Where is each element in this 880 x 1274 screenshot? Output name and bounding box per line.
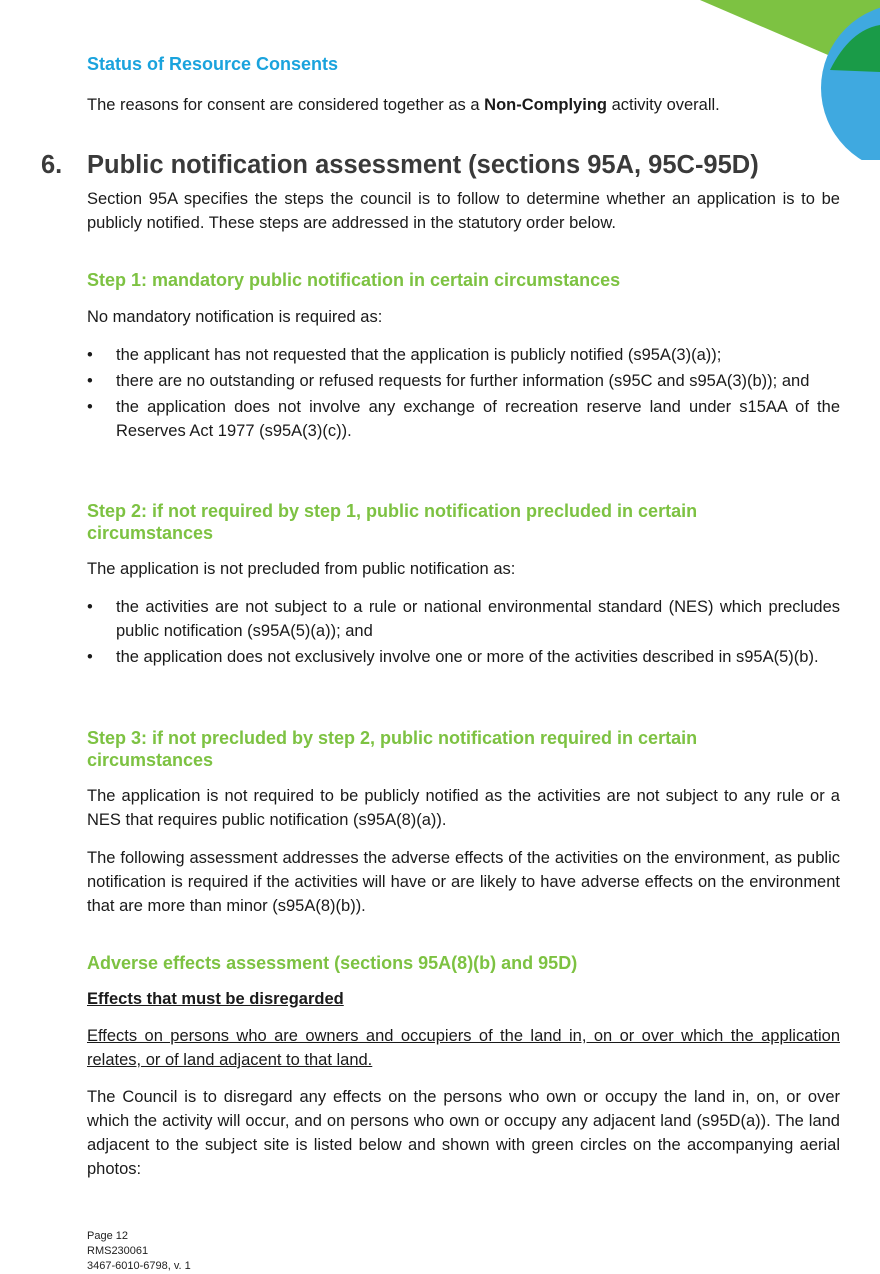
list-item: • the application does not exclusively involve one or more of the activities described in s95A(5)(b). [87,648,819,666]
status-paragraph: The reasons for consent are considered together as a Non-Complying activity overall. [87,96,720,114]
adverse-effects-heading: Adverse effects assessment (sections 95A(8)(b) and 95D) [87,953,578,973]
step1-bullet-list [87,343,840,445]
list-item: • the applicant has not requested that the application is publicly notified (s95A(3)(a)); [87,346,722,364]
step3-paragraph-1: The application is not required to be publicly notified as the activities are not subject to any rule or a NES that requires public notification (s95A(8)(a)). [87,787,840,829]
reference-number: RMS230061 [87,1245,149,1257]
step3-paragraph-2: The following assessment addresses the adverse effects of the activities on the environment, as public notification is required if the activities will have or are likely to have adverse effects on the environment that are more than minor (s95A(8)(b)). [87,849,840,915]
list-item: • there are no outstanding or refused requests for further information (s95C and s95A(3)(b)); and [87,372,810,390]
owners-occupiers-paragraph: Effects on persons who are owners and occupiers of the land in, on or over which the application relates, or of land adjacent to that land. [87,1027,840,1069]
step3-heading: Step 3: if not precluded by step 2, public notification required in certain circumstances [87,728,698,770]
list-item: • the application does not involve any exchange of recreation reserve land under s15AA of the Reserves Act 1977 (s95A(3)(c)). [87,398,840,440]
step2-heading: Step 2: if not required by step 1, public notification precluded in certain circumstances [87,501,698,543]
page-number: Page 12 [87,1230,128,1242]
step1-heading: Step 1: mandatory public notification in certain circumstances [87,270,621,290]
disregarded-subheading: Effects that must be disregarded [87,990,344,1008]
section-6-intro: Section 95A specifies the steps the council is to follow to determine whether an application is to be publicly notified. These steps are addressed in the statutory order below. [87,190,840,232]
status-heading: Status of Resource Consents [87,54,339,74]
section-6-title: 6. Public notification assessment (sections 95A, 95C-95D) [41,151,759,179]
step1-lead: No mandatory notification is required as: [87,308,383,326]
blue-circle-shape [821,4,880,160]
disregard-effects-paragraph: The Council is to disregard any effects on the persons who own or occupy the land in, on, or over which the activity will occur, and on persons who own or occupy any adjacent land (s95D(a)). The land adjacent to the subject site is listed below and shown with green circles on the accompanying aerial photos: [87,1088,840,1178]
green-swoosh-shape [700,0,880,62]
step2-lead: The application is not precluded from public notification as: [87,560,516,578]
step2-bullet-list [87,595,840,671]
corner-decoration [0,0,880,160]
list-item: • the activities are not subject to a rule or national environmental standard (NES) which precludes public notification (s95A(5)(a)); and [87,598,840,640]
document-id: 3467-6010-6798, v. 1 [87,1260,191,1272]
dark-green-overlap-shape [830,25,880,72]
page-footer [87,1229,191,1274]
non-complying-bold: Non-Complying [484,96,607,114]
